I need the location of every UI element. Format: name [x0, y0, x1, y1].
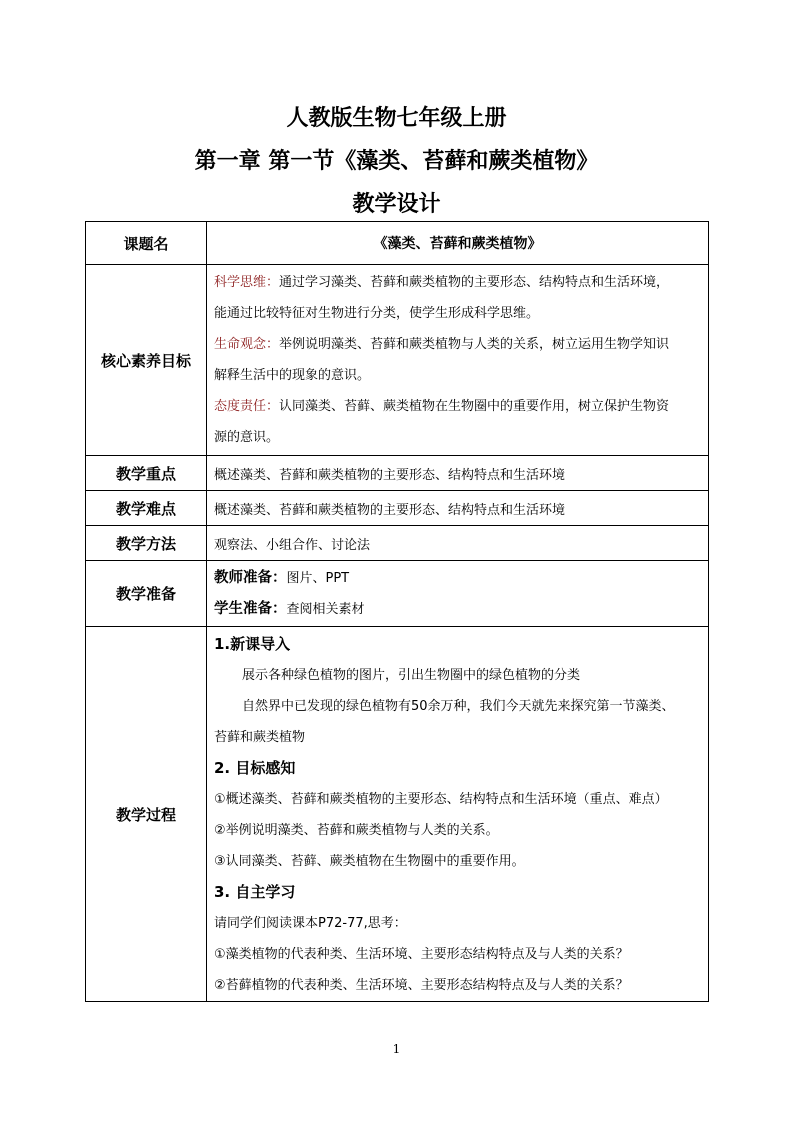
lesson-plan-table [85, 221, 709, 1002]
process-line: 请同学们阅读课本P72-77,思考： [214, 916, 407, 931]
prep-student-tag: 学生准备： [214, 600, 287, 617]
label-method: 教学方法 [86, 526, 207, 561]
core-text: 通过学习藻类、苔藓和蕨类植物的主要形态、结构特点和生活环境， [279, 275, 670, 290]
process-line: 苔藓和蕨类植物 [214, 730, 306, 745]
table-row-key-point [86, 456, 709, 491]
label-prep: 教学准备 [86, 561, 207, 627]
page-number: 1 [392, 1042, 401, 1056]
prep-student-text: 查阅相关素材 [286, 601, 365, 617]
document-title-line1: 人教版生物七年级上册 [286, 105, 507, 131]
table-row-prep [86, 561, 709, 627]
process-line: ②苔藓植物的代表种类、生活环境、主要形态结构特点及与人类的关系？ [214, 978, 629, 993]
document-title-line2: 第一章 第一节《藻类、苔藓和蕨类植物》 [194, 148, 599, 174]
value-prep [207, 561, 709, 627]
process-line: ①概述藻类、苔藓和蕨类植物的主要形态、结构特点和生活环境（重点、难点） [214, 792, 668, 807]
value-topic: 《藻类、苔藓和蕨类植物》 [207, 222, 709, 265]
document-title-line3: 教学设计 [352, 191, 441, 217]
core-text: 认同藻类、苔藓、蕨类植物在生物圈中的重要作用，树立保护生物资 [279, 399, 670, 414]
label-key-point: 教学重点 [86, 456, 207, 491]
label-core: 核心素养目标 [86, 265, 207, 456]
table-row-core [86, 265, 709, 456]
process-section-title: 2. 目标感知 [214, 759, 296, 777]
prep-teacher-tag: 教师准备： [214, 569, 287, 586]
prep-student-line [214, 594, 701, 625]
value-core [207, 265, 709, 456]
value-key-point: 概述藻类、苔藓和蕨类植物的主要形态、结构特点和生活环境 [207, 456, 709, 491]
table-row-difficulty [86, 491, 709, 526]
value-difficulty: 概述藻类、苔藓和蕨类植物的主要形态、结构特点和生活环境 [207, 491, 709, 526]
core-tag: 态度责任： [214, 399, 280, 414]
process-section-title: 1.新课导入 [214, 635, 291, 653]
process-line: 展示各种绿色植物的图片，引出生物圈中的绿色植物的分类 [242, 668, 581, 683]
label-difficulty: 教学难点 [86, 491, 207, 526]
label-topic: 课题名 [86, 222, 207, 265]
value-process [207, 627, 709, 1002]
core-line [214, 391, 701, 422]
core-line: 源的意识。 [214, 430, 280, 445]
process-line: ③认同藻类、苔藓、蕨类植物在生物圈中的重要作用。 [214, 854, 525, 869]
core-line [214, 329, 701, 360]
label-process: 教学过程 [86, 627, 207, 1002]
process-line: ①藻类植物的代表种类、生活环境、主要形态结构特点及与人类的关系？ [214, 947, 629, 962]
table-row-topic [86, 222, 709, 265]
core-line: 能通过比较特征对生物进行分类，使学生形成科学思维。 [214, 306, 540, 321]
core-tag: 生命观念： [214, 337, 280, 352]
table-row-method [86, 526, 709, 561]
prep-teacher-text: 图片、PPT [286, 570, 350, 586]
process-section-title: 3. 自主学习 [214, 883, 296, 901]
core-line: 解释生活中的现象的意识。 [214, 368, 371, 383]
value-method: 观察法、小组合作、讨论法 [207, 526, 709, 561]
table-row-process [86, 627, 709, 1002]
prep-teacher-line [214, 563, 701, 594]
core-text: 举例说明藻类、苔藓和蕨类植物与人类的关系，树立运用生物学知识 [279, 337, 670, 352]
process-line: ②举例说明藻类、苔藓和蕨类植物与人类的关系。 [214, 823, 499, 838]
core-tag: 科学思维： [214, 275, 280, 290]
core-line [214, 267, 701, 298]
process-line: 自然界中已发现的绿色植物有50余万种，我们今天就先来探究第一节藻类、 [242, 699, 675, 714]
